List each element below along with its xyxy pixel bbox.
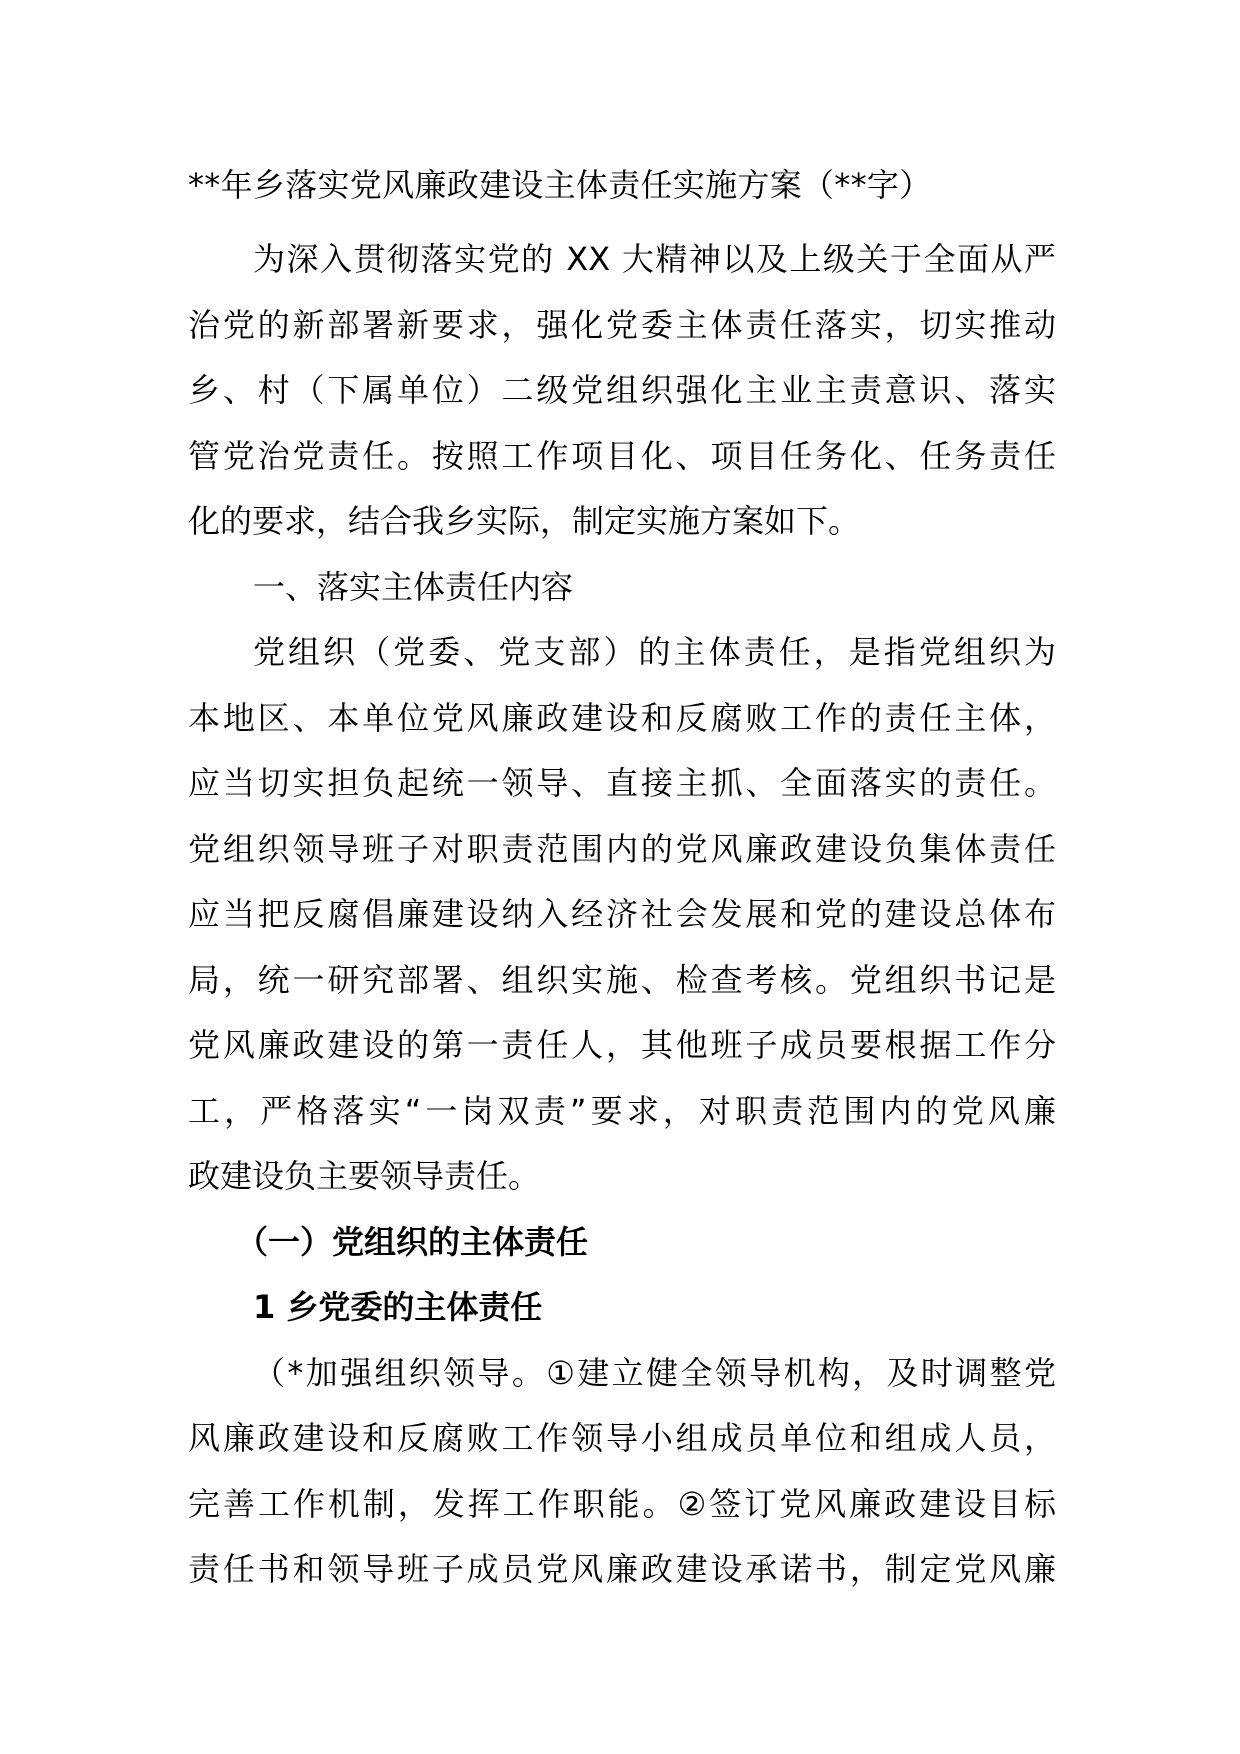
paragraph-line: 党组织（党委、党支部）的主体责任，是指党组织为 [253, 633, 1056, 671]
subsection-paragraph [188, 1341, 1056, 1603]
paragraph-line: 风廉政建设和反腐败工作领导小组成员单位和组成人员， [188, 1419, 1056, 1457]
paragraph-line: 本地区、本单位党风廉政建设和反腐败工作的责任主体， [188, 698, 1056, 737]
paragraph-line: 政建设负主要领导责任。 [188, 1157, 541, 1195]
paragraph-line: 治党的新部署新要求，强化党委主体责任落实，切实推动 [188, 305, 1056, 344]
intro-paragraph [188, 227, 1056, 555]
paragraph-line: 应当把反腐倡廉建设纳入经济社会发展和党的建设总体布 [188, 895, 1056, 933]
paragraph-line: 党风廉政建设的第一责任人，其他班子成员要根据工作分 [188, 1026, 1056, 1064]
section-paragraph [188, 620, 1056, 1210]
paragraph-line: （*加强组织领导。①建立健全领导机构，及时调整党 [253, 1353, 1056, 1392]
section-heading: 一、落实主体责任内容 [253, 567, 574, 606]
document-page [188, 165, 1056, 1603]
paragraph-line: 应当切实担负起统一领导、直接主抓、全面落实的责任。 [188, 764, 1056, 802]
paragraph-line: 责任书和领导班子成员党风廉政建设承诺书，制定党风廉 [188, 1550, 1056, 1588]
paragraph-line: 完善工作机制，发挥工作职能。②签订党风廉政建设目标 [188, 1484, 1056, 1523]
paragraph-line: 化的要求，结合我乡实际，制定实施方案如下。 [188, 502, 861, 540]
subsection-heading: （一）党组织的主体责任 [236, 1222, 589, 1261]
paragraph-line: 管党治党责任。按照工作项目化、项目任务化、任务责任 [188, 436, 1056, 475]
paragraph-line: 局，统一研究部署、组织实施、检查考核。党组织书记是 [188, 960, 1056, 999]
paragraph-line: 乡、村（下属单位）二级党组织强化主业主责意识、落实 [188, 371, 1056, 409]
paragraph-line: 党组织领导班子对职责范围内的党风廉政建设负集体责任 [188, 829, 1056, 868]
document-title: **年乡落实党风廉政建设主体责任实施方案（**字） [188, 166, 932, 204]
paragraph-line: 为深入贯彻落实党的 XX 大精神以及上级关于全面从严 [253, 240, 1056, 278]
paragraph-line: 工，严格落实“一岗双责”要求，对职责范围内的党风廉 [188, 1091, 1056, 1130]
subsection-item-heading: 1 乡党委的主体责任 [253, 1288, 543, 1326]
